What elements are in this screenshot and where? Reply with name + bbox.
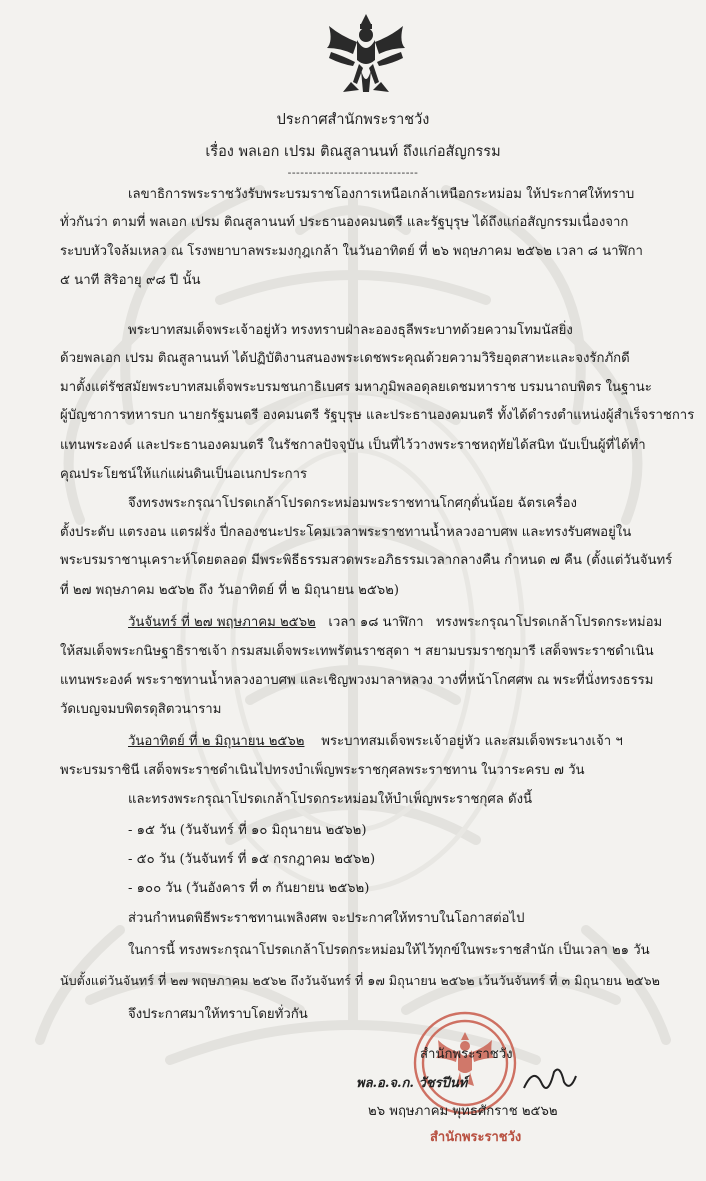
body-line: พระบรมราชานุเคราะห์โดยตลอด มีพระพิธีธรรมสวดพระอภิธรรมเวลากลางคืน กำหนด ๗ คืน (ตั้งแต่วันจันทร์ <box>60 553 673 568</box>
body-line: เลขาธิการพระราชวังรับพระบรมราชโองการเหนือเกล้าเหนือกระหม่อม ให้ประกาศให้ทราบ <box>128 187 635 202</box>
body-line: จึงประกาศมาให้ทราบโดยทั่วกัน <box>128 1007 308 1022</box>
body-line: แทนพระองค์ พระราชทานน้ำหลวงอาบศพ และเชิญพวงมาลาหลวง วางที่หน้าโกศศพ ณ พระที่นั่งทรงธรรม <box>60 673 654 688</box>
body-line: ผู้บัญชาการทหารบก นายกรัฐมนตรี องคมนตรี รัฐบุรุษ และประธานองคมนตรี ทั้งได้ดำรงตำแหน่งผู้สำเร็จราชการ <box>60 408 695 423</box>
body-line: ในการนี้ ทรงพระกรุณาโปรดเกล้าโปรดกระหม่อมให้ไว้ทุกข์ในพระราชสำนัก เป็นเวลา ๒๑ วัน <box>128 943 650 958</box>
signature-date: ๒๖ พฤษภาคม พุทธศักราช ๒๕๖๒ <box>368 1104 558 1119</box>
list-item: - ๑๕ วัน (วันจันทร์ ที่ ๑๐ มิถุนายน ๒๕๖๒) <box>128 823 367 838</box>
body-line: ตั้งประดับ แตรงอน แตรฝรั่ง ปี่กลองชนะประโคมเวลาพระราชทานน้ำหลวงอาบศพ และทรงรับศพอยู่ใน <box>60 525 632 540</box>
body-line: ๕ นาที สิริอายุ ๙๘ ปี นั้น <box>60 273 201 288</box>
issuing-office: สำนักพระราชวัง <box>420 1047 513 1062</box>
document-title: ประกาศสำนักพระราชวัง <box>276 112 430 128</box>
list-item: - ๑๐๐ วัน (วันอังคาร ที่ ๓ กันยายน ๒๕๖๒) <box>128 881 370 896</box>
document-subject: เรื่อง พลเอก เปรม ติณสูลานนท์ ถึงแก่อสัญกรรม <box>205 144 501 160</box>
body-line: จึงทรงพระกรุณาโปรดเกล้าโปรดกระหม่อมพระราชทานโกศกุดั่นน้อย ฉัตรเครื่อง <box>128 496 577 511</box>
body-line: ระบบหัวใจล้มเหลว ณ โรงพยาบาลพระมงกุฎเกล้า ในวันอาทิตย์ ที่ ๒๖ พฤษภาคม ๒๕๖๒ เวลา ๘ นาฬิกา <box>60 244 643 259</box>
signature-flourish-icon <box>520 1062 580 1098</box>
body-line: พระบาทสมเด็จพระเจ้าอยู่หัว ทรงทราบฝ่าละอองธุลีพระบาทด้วยความโทมนัสยิ่ง <box>128 323 573 338</box>
body-line: พระบรมราชินี เสด็จพระราชดำเนินไปทรงบำเพ็ญพระราชกุศลพระราชทาน ในวาระครบ ๗ วัน <box>60 763 585 778</box>
body-line-with-date: วันจันทร์ ที่ ๒๗ พฤษภาคม ๒๕๖๒ เวลา ๑๘ นาฬิกา ทรงพระกรุณาโปรดเกล้าโปรดกระหม่อม <box>128 615 663 630</box>
date-heading: วันจันทร์ ที่ ๒๗ พฤษภาคม ๒๕๖๒ <box>128 615 316 630</box>
handwritten-signature: พล.อ.จ.ก. วัชรปีนท์ <box>356 1076 468 1091</box>
body-line: ที่ ๒๗ พฤษภาคม ๒๕๖๒ ถึง วันอาทิตย์ ที่ ๒ มิถุนายน ๒๕๖๒) <box>60 583 400 598</box>
body-line: ส่วนกำหนดพิธีพระราชทานเพลิงศพ จะประกาศให้ทราบในโอกาสต่อไป <box>128 911 525 926</box>
body-line-with-date: วันอาทิตย์ ที่ ๒ มิถุนายน ๒๕๖๒ พระบาทสมเด็จพระเจ้าอยู่หัว และสมเด็จพระนางเจ้า ฯ <box>128 734 623 749</box>
list-item: - ๕๐ วัน (วันจันทร์ ที่ ๑๕ กรกฎาคม ๒๕๖๒) <box>128 852 376 867</box>
title-separator: ------------------------------- <box>287 166 419 179</box>
body-line: คุณประโยชน์ให้แก่แผ่นดินเป็นอเนกประการ <box>60 467 308 482</box>
garuda-emblem-icon <box>323 12 409 98</box>
body-line: ให้สมเด็จพระกนิษฐาธิราชเจ้า กรมสมเด็จพระเทพรัตนราชสุดา ฯ สยามบรมราชกุมารี เสด็จพระราชดำเนิน <box>60 644 654 659</box>
body-line: ด้วยพลเอก เปรม ติณสูลานนท์ ได้ปฏิบัติงานสนองพระเดชพระคุณด้วยความวิริยอุตสาหะและจงรักภักดี <box>60 351 630 366</box>
date-heading: วันอาทิตย์ ที่ ๒ มิถุนายน ๒๕๖๒ <box>128 734 305 749</box>
body-line: มาตั้งแต่รัชสมัยพระบาทสมเด็จพระบรมชนกาธิเบศร มหาภูมิพลอดุลยเดชมหาราช บรมนาถบพิตร ในฐานะ <box>60 380 652 395</box>
body-line: วัดเบญจมบพิตรดุสิตวนาราม <box>60 702 222 717</box>
body-line: ทั่วกันว่า ตามที่ พลเอก เปรม ติณสูลานนท์ ประธานองคมนตรี และรัฐบุรุษ ได้ถึงแก่อสัญกรรมเนื่องจาก <box>60 215 629 230</box>
seal-text: สำนักพระราชวัง <box>430 1130 522 1145</box>
body-line: แทนพระองค์ และประธานองคมนตรี ในรัชกาลปัจจุบัน เป็นที่ไว้วางพระราชหฤทัยได้สนิท นับเป็นผู้ที่ได้ทำ <box>60 438 646 453</box>
body-line: และทรงพระกรุณาโปรดเกล้าโปรดกระหม่อมให้บำเพ็ญพระราชกุศล ดังนี้ <box>128 792 533 807</box>
body-line: นับตั้งแต่วันจันทร์ ที่ ๒๗ พฤษภาคม ๒๕๖๒ ถึงวันจันทร์ ที่ ๑๗ มิถุนายน ๒๕๖๒ เว้นวันจันทร์ ที่ ๓ มิถุนายน ๒๕๖๒ <box>60 973 660 988</box>
time-text: เวลา ๑๘ นาฬิกา <box>328 615 424 630</box>
